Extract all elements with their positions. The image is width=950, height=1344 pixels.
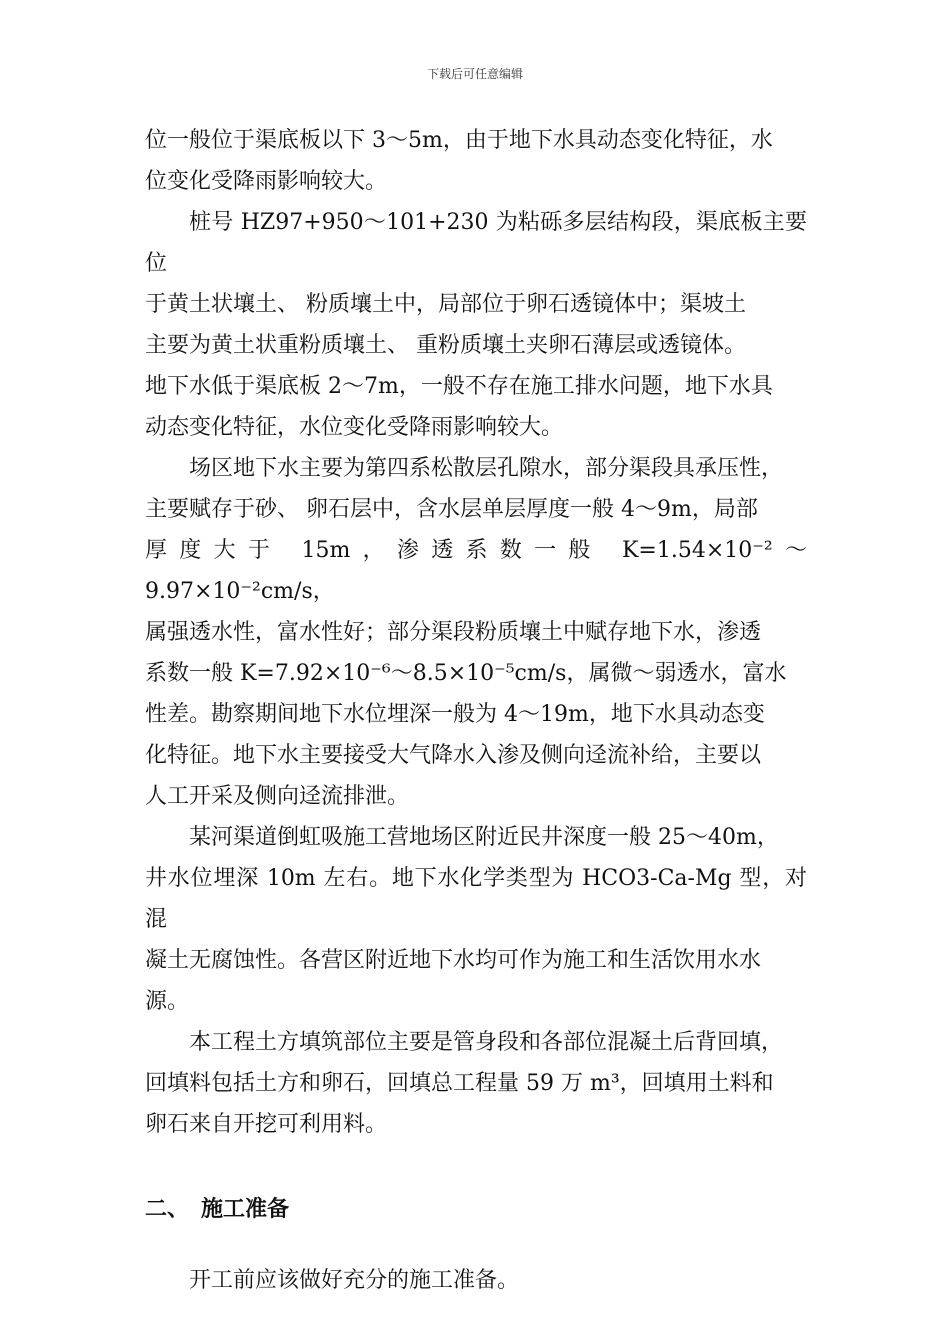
- section-heading-number: 二、: [145, 1197, 190, 1222]
- page-header: 下载后可任意编辑: [426, 67, 523, 81]
- section-heading: [145, 1189, 807, 1230]
- paragraph-construction-prep: 开工前应该做好充分的施工准备。: [189, 1268, 520, 1293]
- paragraph-camp-wells: 某河渠道倒虹吸施工营地场区附近民井深度一般 25～40m， 井水位埋深 10m 左右。地下水化学类型为 HCO3-Ca-Mg 型，对混 凝土无腐蚀性。各营区附近地下水均可作为施工和生活饮用水水 源。: [145, 825, 807, 1014]
- paragraph-earth-fill: 本工程土方填筑部位主要是管身段和各部位混凝土后背回填， 回填料包括土方和卵石，回填总工程量 59 万 m³，回填用土料和 卵石来自开挖可利用料。: [145, 1030, 784, 1137]
- document-body: [145, 120, 807, 1301]
- paragraph-groundwater-level: 位一般位于渠底板以下 3～5m，由于地下水具动态变化特征，水 位变化受降雨影响较大。: [145, 128, 773, 194]
- section-heading-title: 施工准备: [201, 1197, 290, 1222]
- paragraph-site-groundwater: 场区地下水主要为第四系松散层孔隙水，部分渠段具承压性， 主要赋存于砂、 卵石层中，含水层单层厚度一般 4～9m，局部 厚度大于 15m，渗透系数一般 K=1.54×10⁻²～9.97×10⁻²cm/s， 属强透水性，富水性好；部分渠段粉质壤土中赋存地下水，渗透 系数一般 K=7.92×10⁻⁶～8.5×10⁻⁵cm/s，属微～弱透水，富水 性差。勘察期间地下水位埋深一般为 4～19m，地下水具动态变 化特征。地下水主要接受大气降水入渗及侧向迳流补给，主要以 人工开采及侧向迳流排泄。: [145, 456, 807, 809]
- paragraph-pile-section: 桩号 HZ97+950～101+230 为粘砾多层结构段，渠底板主要位 于黄土状壤土、 粉质壤土中，局部位于卵石透镜体中；渠坡土 主要为黄土状重粉质壤土、 重粉质壤土夹卵石薄层或透镜体。 地下水低于渠底板 2～7m，一般不存在施工排水问题，地下水具 动态变化特征，水位变化受降雨影响较大。: [145, 210, 807, 440]
